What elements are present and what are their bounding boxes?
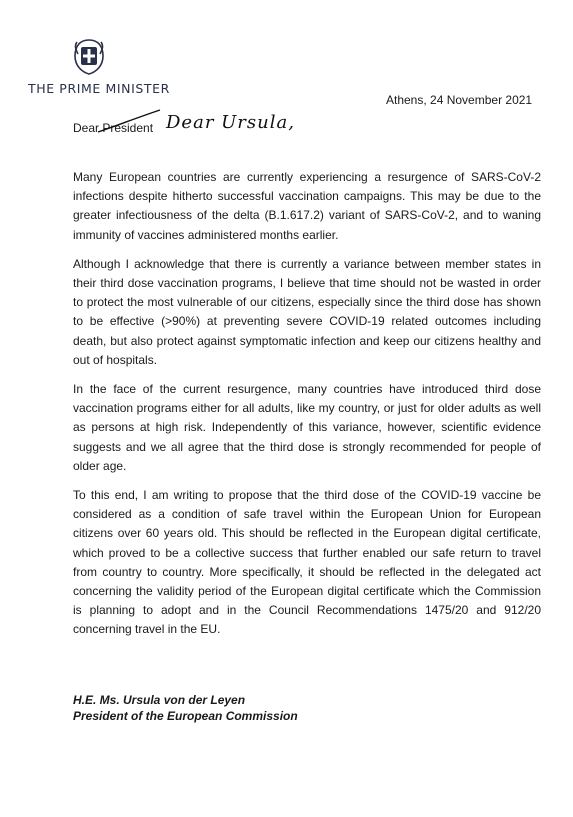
salutation-typed: Dear President bbox=[73, 121, 154, 135]
recipient-title: President of the European Commission bbox=[73, 709, 298, 723]
letterhead-office: THE PRIME MINISTER bbox=[28, 81, 170, 96]
salutation-handwritten: Dear Ursula, bbox=[166, 112, 295, 133]
letter-body bbox=[73, 168, 541, 650]
recipient-block bbox=[73, 692, 298, 724]
body-paragraph-2: Although I acknowledge that there is currently a variance between member states in their third dose vaccination programs, I believe that time should not be wasted in order to protect the most vulnerable of our citizens, especially since the third dose has shown to be effective (>90%) at preventing severe COVID-19 related outcomes including death, but also protect against symptomatic infection and keep our citizens healthy and out of hospitals. bbox=[73, 256, 541, 367]
body-paragraph-3: In the face of the current resurgence, many countries have introduced third dose vaccination programs either for all adults, like my country, or just for older adults as well as persons at high risk. Independently of this variance, however, scientific evidence suggests and we all agree that the third dose is strongly recommended for people of older age. bbox=[73, 382, 541, 473]
body-paragraph-1: Many European countries are currently experiencing a resurgence of SARS-CoV-2 infections despite hitherto successful vaccination campaigns. This may be due to the greater infectiousness of the delta (B.1.617.2) variant of SARS-CoV-2, and to waning immunity of vaccines administered months earlier. bbox=[73, 170, 541, 242]
recipient-name: H.E. Ms. Ursula von der Leyen bbox=[73, 693, 246, 707]
body-paragraph-4: To this end, I am writing to propose that the third dose of the COVID-19 vaccine be considered as a condition of safe travel within the European Union for European citizens over 60 years old. This should be reflected in the European digital certificate, which proved to be a collective success that further enabled our safe return to travel from country to country. More specifically, it should be reflected in the delegated act concerning the validity period of the European digital certificate which the Commission is planning to adopt and in the Council Recommendations 1475/20 and 912/20 concerning travel in the EU. bbox=[73, 488, 541, 637]
letter-date: Athens, 24 November 2021 bbox=[386, 93, 533, 107]
strikethrough-mark bbox=[96, 108, 162, 136]
emblem-icon bbox=[68, 34, 110, 76]
